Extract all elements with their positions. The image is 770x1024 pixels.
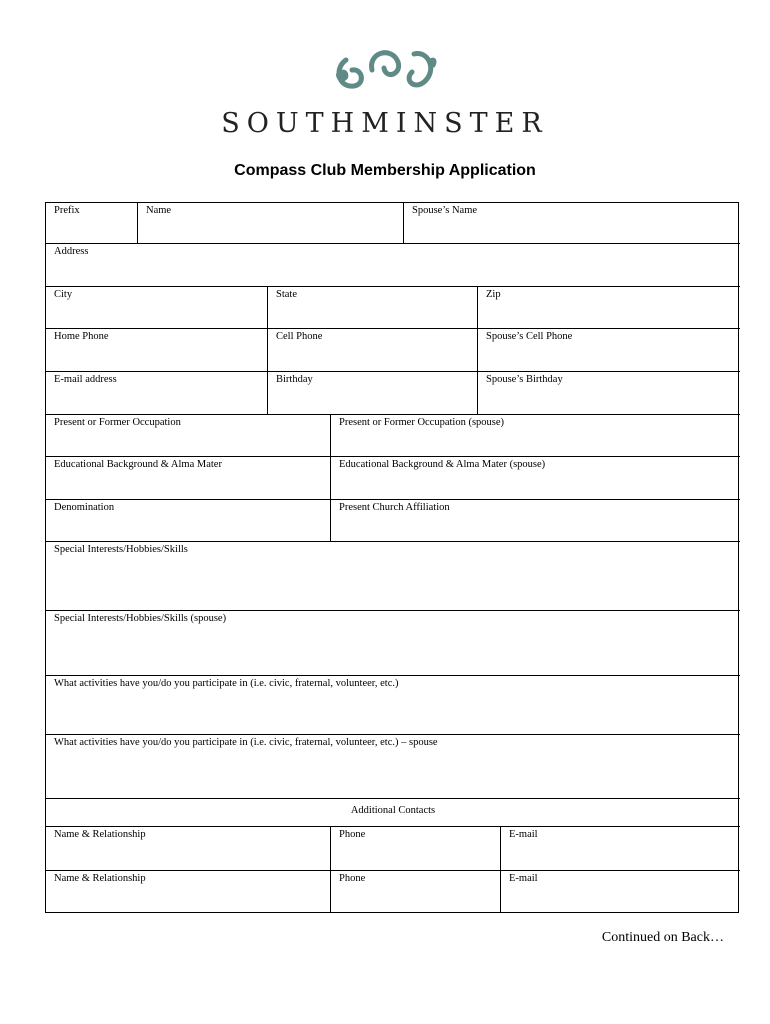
cell-phone-field[interactable]: Cell Phone	[268, 329, 478, 372]
scroll-ornament-icon	[328, 40, 440, 100]
brand-name: SOUTHMINSTER	[221, 108, 549, 139]
spouse-cell-phone-field[interactable]: Spouse’s Cell Phone	[478, 329, 740, 372]
church-affiliation-field[interactable]: Present Church Affiliation	[331, 500, 740, 542]
occupation-field[interactable]: Present or Former Occupation	[46, 415, 331, 457]
address-field[interactable]: Address	[46, 244, 740, 287]
contact-phone-field[interactable]: Phone	[331, 871, 501, 913]
additional-contacts-header: Additional Contacts	[46, 799, 740, 827]
contact-email-field[interactable]: E-mail	[501, 827, 740, 871]
denomination-field[interactable]: Denomination	[46, 500, 331, 542]
state-field[interactable]: State	[268, 287, 478, 329]
application-form	[45, 202, 739, 913]
spouse-name-field[interactable]: Spouse’s Name	[404, 203, 740, 244]
home-phone-field[interactable]: Home Phone	[46, 329, 268, 372]
education-spouse-field[interactable]: Educational Background & Alma Mater (spouse)	[331, 457, 740, 500]
contact-name-field[interactable]: Name & Relationship	[46, 871, 331, 913]
interests-spouse-field[interactable]: Special Interests/Hobbies/Skills (spouse)	[46, 611, 740, 676]
activities-spouse-field[interactable]: What activities have you/do you participate in (i.e. civic, fraternal, volunteer, etc.) – spouse	[46, 735, 740, 799]
interests-field[interactable]: Special Interests/Hobbies/Skills	[46, 542, 740, 611]
contact-phone-field[interactable]: Phone	[331, 827, 501, 871]
city-field[interactable]: City	[46, 287, 268, 329]
birthday-field[interactable]: Birthday	[268, 372, 478, 415]
name-field[interactable]: Name	[138, 203, 404, 244]
contact-name-field[interactable]: Name & Relationship	[46, 827, 331, 871]
education-field[interactable]: Educational Background & Alma Mater	[46, 457, 331, 500]
zip-field[interactable]: Zip	[478, 287, 740, 329]
prefix-field[interactable]: Prefix	[46, 203, 138, 244]
activities-field[interactable]: What activities have you/do you participate in (i.e. civic, fraternal, volunteer, etc.)	[46, 676, 740, 735]
occupation-spouse-field[interactable]: Present or Former Occupation (spouse)	[331, 415, 740, 457]
spouse-birthday-field[interactable]: Spouse’s Birthday	[478, 372, 740, 415]
continued-note: Continued on Back…	[601, 930, 724, 945]
email-field[interactable]: E-mail address	[46, 372, 268, 415]
contact-email-field[interactable]: E-mail	[509, 873, 538, 884]
form-title: Compass Club Membership Application	[234, 162, 536, 179]
